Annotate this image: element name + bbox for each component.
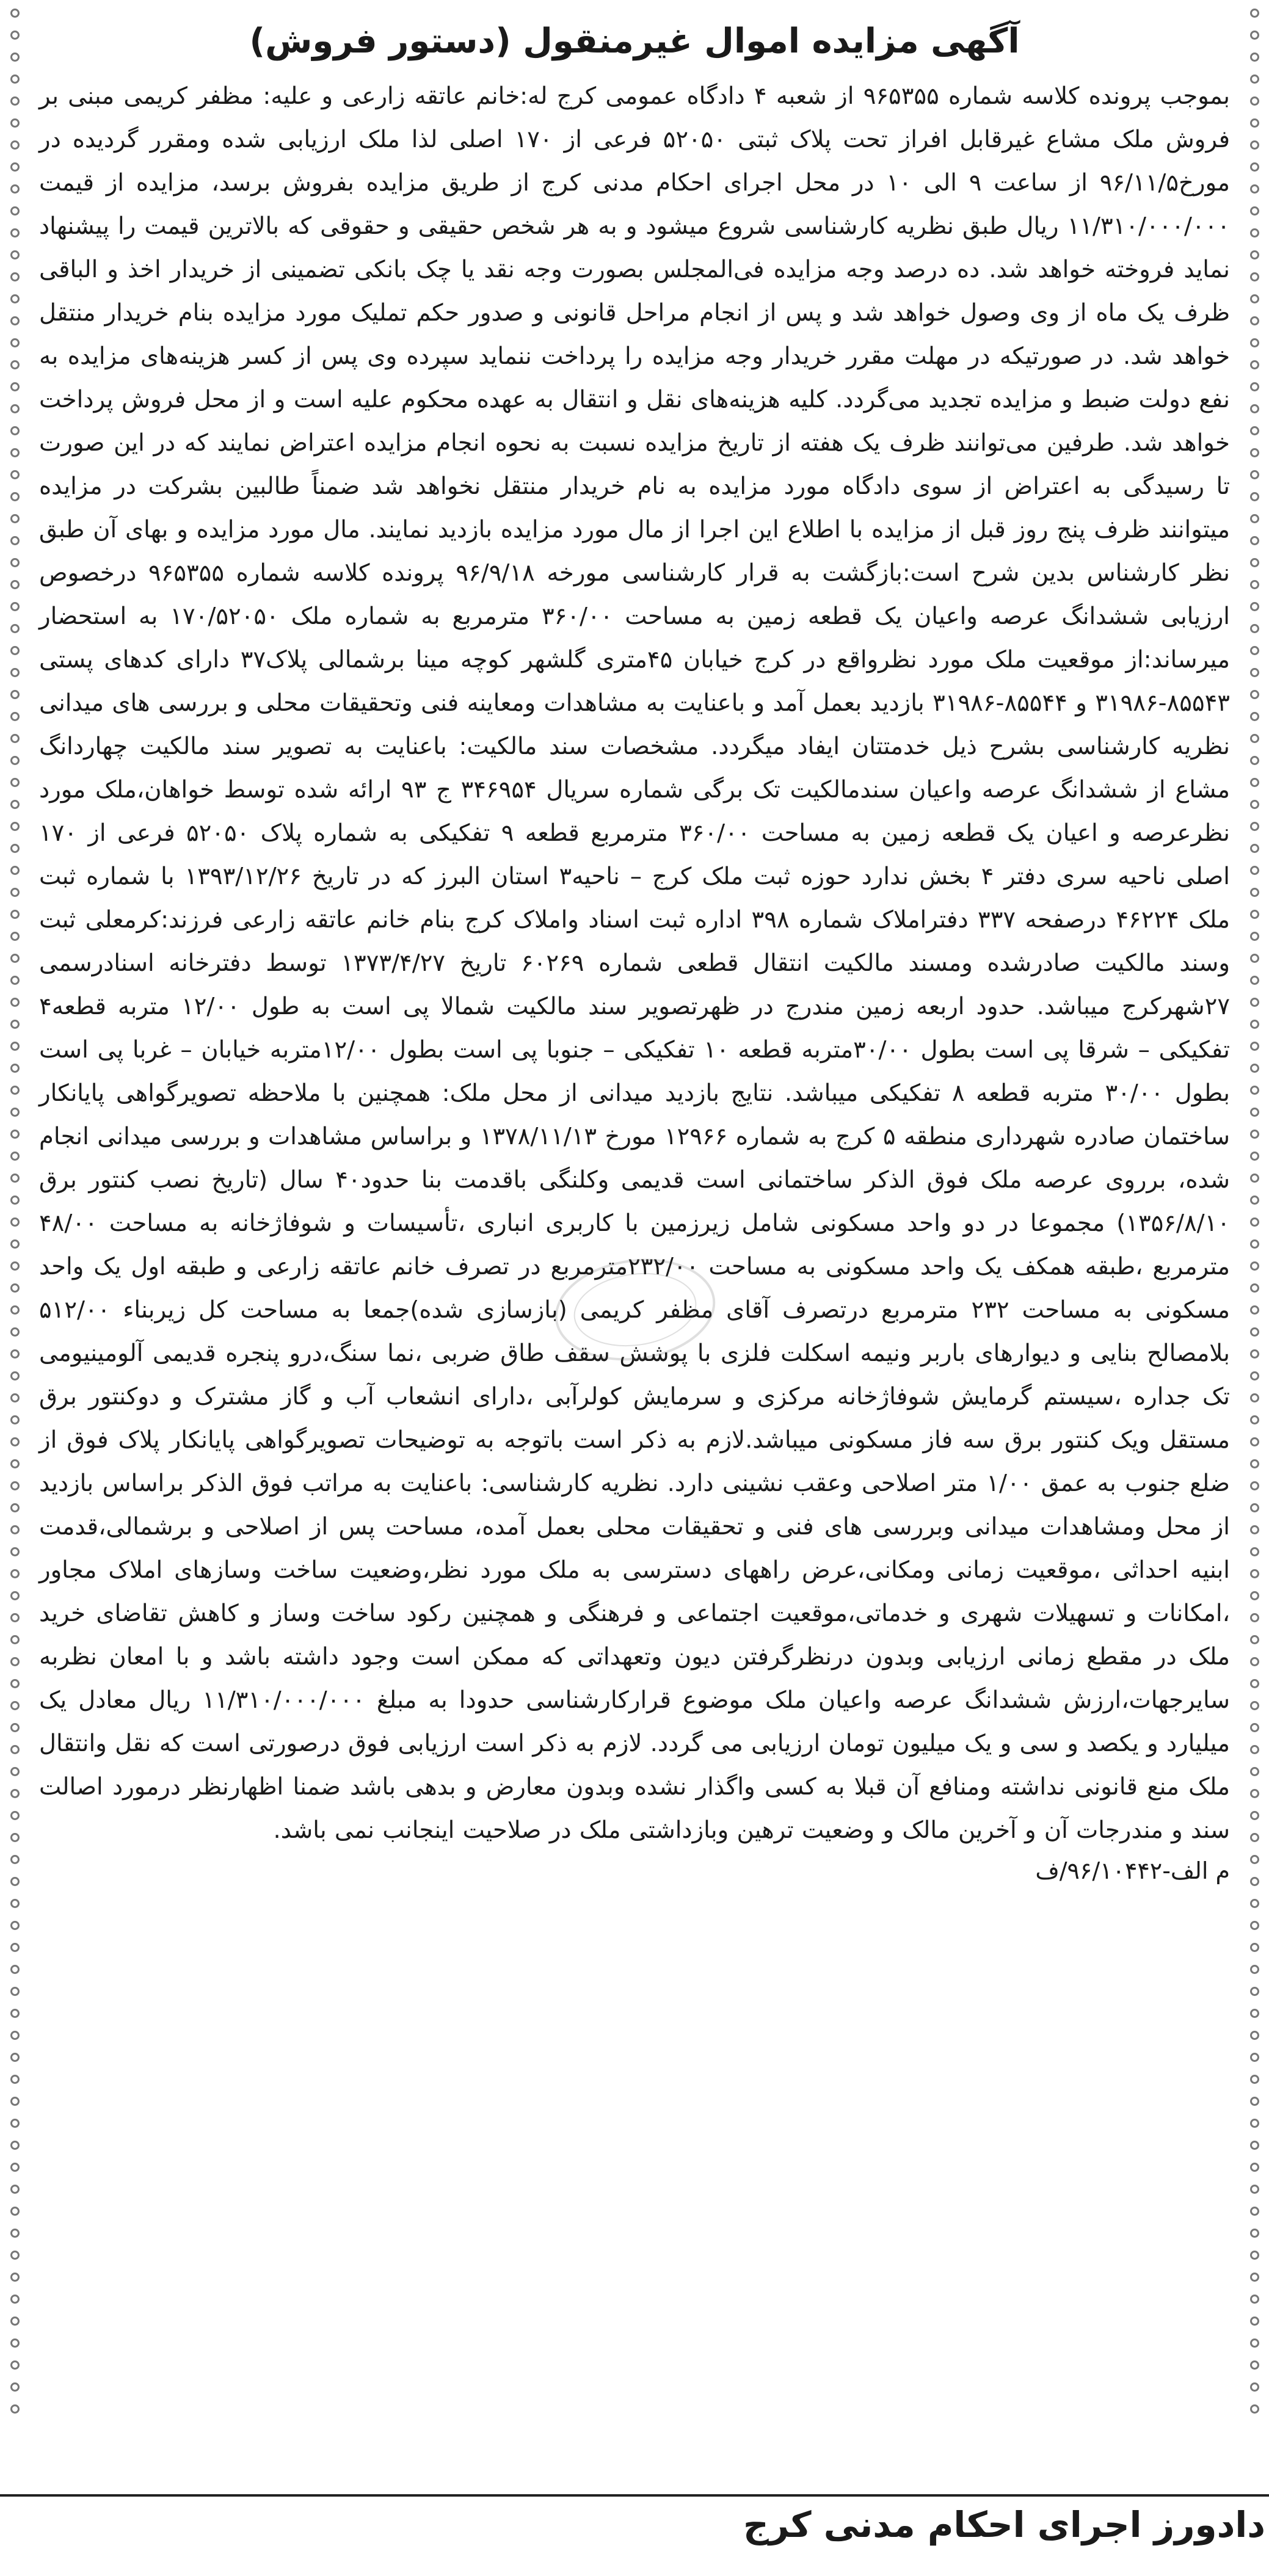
perforation-hole [1250,492,1259,501]
perforation-hole [1250,624,1259,633]
perforation-hole [1250,888,1259,897]
perforation-hole [1250,954,1259,963]
perforation-hole [10,316,20,325]
perforation-hole [10,2141,20,2150]
perforation-hole [10,1745,20,1754]
perforation-hole [10,712,20,721]
perforation-hole [10,998,20,1007]
perforation-hole [10,844,20,853]
perforation-hole [10,1679,20,1688]
notice-signature: دادورز اجرای احکام مدنی کرج [743,2504,1265,2545]
perforation-hole [1250,1415,1259,1424]
perforation-hole [10,602,20,611]
perforation-hole [1250,514,1259,523]
perforation-hole [1250,1943,1259,1952]
perforation-hole [1250,426,1259,435]
perforation-hole [10,162,20,172]
perforation-hole [1250,1877,1259,1886]
perforation-hole [10,492,20,501]
perforation-hole [10,1261,20,1271]
perforation-hole [1250,844,1259,853]
perforation-hole [10,2273,20,2282]
perforation-hole [1250,712,1259,721]
perforation-hole [1250,1393,1259,1402]
perforation-hole [1250,2382,1259,2392]
perforation-hole [10,1415,20,1424]
perforation-hole [10,2317,20,2326]
perforation-hole [10,1965,20,1974]
perforation-hole [10,1855,20,1864]
perforation-hole [10,822,20,831]
perforation-hole [10,1591,20,1600]
perforation-hole [1250,1767,1259,1776]
perforation-hole [10,1283,20,1293]
perforation-hole [1250,2360,1259,2370]
perforation-hole [1250,1108,1259,1117]
perforated-border-right [1242,0,1267,2576]
perforation-hole [1250,1701,1259,1710]
perforation-hole [1250,646,1259,655]
perforation-hole [1250,1855,1259,1864]
perforation-hole [1250,1921,1259,1930]
perforation-hole [10,404,20,413]
perforation-hole [1250,866,1259,875]
perforation-hole [10,932,20,941]
perforation-hole [10,2097,20,2106]
perforation-hole [1250,2229,1259,2238]
perforation-hole [1250,756,1259,765]
perforation-hole [10,2404,20,2414]
perforation-hole [10,338,20,347]
perforation-hole [1250,2053,1259,2062]
perforation-hole [1250,53,1259,62]
perforation-hole [10,756,20,765]
perforation-hole [1250,338,1259,347]
perforation-hole [1250,1657,1259,1666]
perforation-hole [1250,668,1259,677]
perforation-hole [10,1195,20,1205]
perforation-hole [1250,1833,1259,1842]
perforation-hole [1250,1195,1259,1205]
perforation-hole [1250,2338,1259,2348]
perforation-hole [10,558,20,567]
perforation-hole [1250,2317,1259,2326]
perforation-hole [1250,1152,1259,1161]
perforation-hole [1250,976,1259,985]
perforation-hole [1250,2404,1259,2414]
perforation-hole [10,1657,20,1666]
perforation-hole [1250,96,1259,106]
perforation-hole [1250,1042,1259,1051]
perforation-hole [1250,1481,1259,1490]
perforation-hole [10,580,20,589]
perforation-hole [1250,2075,1259,2084]
perforation-hole [10,1064,20,1073]
notice-title: آگهی مزایده اموال غیرمنقول (دستور فروش) [249,21,1020,61]
perforation-hole [1250,140,1259,150]
perforation-hole [1250,1723,1259,1732]
perforation-hole [10,2295,20,2304]
perforation-hole [10,1723,20,1732]
perforation-hole [1250,998,1259,1007]
perforation-hole [10,53,20,62]
perforation-hole [10,778,20,787]
perforation-hole [1250,2031,1259,2040]
perforation-hole [1250,1459,1259,1468]
perforation-hole [1250,558,1259,567]
perforation-hole [1250,932,1259,941]
perforation-hole [10,250,20,259]
perforation-hole [10,1569,20,1578]
perforation-hole [10,360,20,369]
perforation-hole [10,888,20,897]
notice-body: بموجب پرونده کلاسه شماره ۹۶۵۳۵۵ از شعبه ۴ دادگاه عمومی کرج له:خانم عاتقه زارعی و علیه: مظفر کریمی مبنی بر فروش ملک مشاع غیرقابل افراز تحت پلاک ثبتی ۵۲۰۵۰ فرعی از ۱۷۰ اصلی لذا ملک ارزیابی شده ومقرر گردیده در مورخ۹۶/۱۱/۵ از ساعت ۹ الی ۱۰ در محل اجرای احکام مدنی کرج از طریق مزایده بفروش برسد، مزایده از قیمت ۱۱/۳۱۰/۰۰۰/۰۰۰ ریال طبق نظریه کارشناسی شروع میشود و به هر شخص حقیقی و حقوقی که بالاترین قیمت را پیشنهاد نماید فروخته خواهد شد. ده درصد وجه مزایده فی‌المجلس بصورت وجه نقد یا چک بانکی تضمینی از خریدار اخذ و الباقی ظرف یک ماه از وی وصول خواهد شد و پس از انجام مراحل قانونی و صدور حکم تملیک مورد مزایده بنام خریدار منتقل خواهد شد. در صورتیکه در مهلت مقرر خریدار وجه مزایده را پرداخت ننماید سپرده وی پس از کسر هزینه‌های مزایده به نفع دولت ضبط و مزایده تجدید می‌گردد. کلیه هزینه‌های نقل و انتقال به عهده محکوم علیه است و از محل فروش پرداخت خواهد شد. طرفین می‌توانند ظرف یک هفته از تاریخ مزایده نسبت به نحوه انجام مزایده اعتراض نمایند که در این صورت تا رسیدگی به اعتراض از سوی دادگاه مورد مزایده به نام خریدار منتقل نخواهد شد ضمناً طالبین بشرکت در مزایده میتوانند ظرف پنج روز قبل از مزایده با اطلاع این اجرا از مال مورد مزایده بازدید نمایند. مال مورد مزایده و بهای آن طبق نظر کارشناس بدین شرح است:بازگشت به قرار کارشناسی مورخه ۹۶/۹/۱۸ پرونده کلاسه شماره ۹۶۵۳۵۵ درخصوص ارزیابی ششدانگ عرصه واعیان یک قطعه زمین به مساحت ۳۶۰/۰۰ مترمربع به شماره ملک ۱۷۰/۵۲۰۵۰ به استحضار میرساند:از موقعیت ملک مورد نظرواقع در کرج خیابان ۴۵متری گلشهر کوچه مینا برشمالی پلاک۳۷ دارای کدهای پستی ۸۵۵۴۳-۳۱۹۸۶ و ۸۵۵۴۴-۳۱۹۸۶ بازدید بعمل آمد و باعنایت به مشاهدات ومعاینه فنی وتحقیقات محلی و بررسی های میدانی نظریه کارشناسی بشرح ذیل خدمتتان ایفاد میگردد. مشخصات سند مالکیت: باعنایت به تصویر سند مالکیت چهاردانگ مشاع از ششدانگ عرصه واعیان سندمالکیت تک برگی شماره سریال ۳۴۶۹۵۴ ج ۹۳ ارائه شده توسط خواهان،ملک مورد نظرعرصه و اعیان یک قطعه زمین به مساحت ۳۶۰/۰۰ مترمربع قطعه ۹ تفکیکی به شماره پلاک ۵۲۰۵۰ فرعی از ۱۷۰ اصلی ناحیه سری دفتر ۴ بخش ندارد حوزه ثبت ملک کرج – ناحیه۳ استان البرز که در تاریخ ۱۳۹۳/۱۲/۲۶ با شماره ثبت ملک ۴۶۲۲۴ درصفحه ۳۳۷ دفتراملاک شماره ۳۹۸ اداره ثبت اسناد واملاک کرج بنام خانم عاتقه زارعی فرزند:کرمعلی ثبت وسند مالکیت صادرشده ومسند مالکیت انتقال قطعی شماره ۶۰۲۶۹ تاریخ ۱۳۷۳/۴/۲۷ توسط دفترخانه اسنادرسمی ۲۷شهرکرج میباشد. حدود اربعه زمین مندرج در ظهرتصویر سند مالکیت شمالا پی است به طول ۱۲/۰۰ متربه قطعه۴ تفکیکی – شرقا پی است بطول ۳۰/۰۰متربه قطعه ۱۰ تفکیکی – جنوبا پی است بطول ۱۲/۰۰متربه خیابان – غربا پی است بطول ۳۰/۰۰ متربه قطعه ۸ تفکیکی میباشد. نتایج بازدید میدانی از محل ملک: همچنین با ملاحظه تصویرگواهی پایانکار ساختمان صادره شهرداری منطقه ۵ کرج به شماره ۱۲۹۶۶ مورخ ۱۳۷۸/۱۱/۱۳ و براساس مشاهدات و بررسی میدانی انجام شده، برروی عرصه ملک فوق الذکر ساختمانی است قدیمی وکلنگی باقدمت بنا حدود۴۰ سال (تاریخ نصب کنتور برق ۱۳۵۶/۸/۱۰) مجموعا در دو واحد مسکونی شامل زیرزمین با کاربری انباری ،تأسیسات و شوفاژخانه به مساحت ۴۸/۰۰ مترمربع ،طبقه همکف یک واحد مسکونی به مساحت ۲۳۲/۰۰مترمربع در تصرف خانم عاتقه زارعی و طبقه اول یک واحد مسکونی به مساحت ۲۳۲ مترمربع درتصرف آقای مظفر کریمی (بازسازی شده)جمعا به مساحت کل زیربناء ۵۱۲/۰۰ بلامصالح بنایی و دیوارهای باربر ونیمه اسکلت فلزی با پوشش سقف طاق ضربی ،نما سنگ،درو پنجره قدیمی آلومینیومی تک جداره ،سیستم گرمایش شوفاژخانه مرکزی و سرمایش کولرآبی ،دارای انشعاب آب و گاز مشترک و دوکنتور برق مستقل ویک کنتور برق سه فاز مسکونی میباشد.لازم به ذکر است باتوجه به توضیحات تصویرگواهی پایانکار پلاک فوق از ضلع جنوب به عمق ۱/۰۰ متر اصلاحی وعقب نشینی دارد. نظریه کارشناسی: باعنایت به مراتب فوق الذکر براساس بازدید از محل ومشاهدات میدانی وبررسی های فنی و تحقیقات محلی بعمل آمده، مساحت پس از اصلاحی و برشمالی،قدمت ابنیه احداثی ،موقعیت زمانی ومکانی،عرض راههای دسترسی به ملک مورد نظر،وضعیت ساخت وسازهای املاک مجاور ،امکانات و تسهیلات شهری و خدماتی،موقعیت اجتماعی و فرهنگی و همچنین رکود ساخت وساز و کاهش تقاضای خرید ملک در مقطع زمانی ارزیابی وبدون درنظرگرفتن دیون وتعهداتی که ممکن است وجود داشته باشد و با امعان نظربه سایرجهات،ارزش ششدانگ عرصه واعیان ملک موضوع قرارکارشناسی حدودا به مبلغ ۱۱/۳۱۰/۰۰۰/۰۰۰ ریال معادل یک میلیارد و یکصد و سی و یک میلیون تومان ارزیابی می گردد. لازم به ذکر است ارزیابی فوق درصورتی است که نقل وانتقال ملک منع قانونی نداشته ومنافع آن قبلا به کسی واگذار نشده وبدون معارض و بدهی باشد ضمنا اظهارنظر درمورد اصالت سند و مندرجات آن و آخرین مالک و وضعیت ترهین وبازداشتی ملک در صلاحیت اینجانب نمی باشد. [39,82,1231,1844]
perforation-hole [10,1327,20,1337]
perforation-hole [1250,2295,1259,2304]
perforation-hole [1250,1745,1259,1754]
perforation-hole [1250,1283,1259,1293]
perforation-hole [10,1547,20,1556]
perforation-hole [1250,2119,1259,2128]
perforation-hole [1250,1613,1259,1622]
perforation-hole [10,1767,20,1776]
perforation-hole [10,2360,20,2370]
perforation-hole [1250,690,1259,699]
perforation-hole [1250,800,1259,809]
perforation-hole [1250,910,1259,919]
perforation-hole [1250,316,1259,325]
perforation-hole [10,2382,20,2392]
perforation-hole [10,734,20,743]
perforation-hole [10,2338,20,2348]
perforation-hole [10,1613,20,1622]
perforation-hole [1250,206,1259,216]
perforation-hole [1250,9,1259,18]
perforation-hole [10,1042,20,1051]
perforation-hole [10,1217,20,1227]
perforation-hole [10,954,20,963]
perforation-hole [10,1020,20,1029]
perforation-hole [1250,2009,1259,2018]
perforation-hole [1250,1525,1259,1534]
perforation-hole [1250,1591,1259,1600]
perforation-hole [10,1877,20,1886]
perforation-hole [1250,1086,1259,1095]
perforation-hole [1250,118,1259,128]
perforation-hole [10,1525,20,1534]
perforation-hole [1250,2163,1259,2172]
perforation-hole [1250,2185,1259,2194]
perforation-hole [10,1152,20,1161]
perforation-hole [1250,1965,1259,1974]
perforation-hole [1250,1305,1259,1315]
perforation-hole [1250,1635,1259,1644]
perforation-hole [10,2251,20,2260]
perforation-hole [10,2207,20,2216]
perforation-hole [1250,2273,1259,2282]
perforation-hole [10,1921,20,1930]
perforation-hole [10,1239,20,1249]
perforation-hole [10,1701,20,1710]
perforation-hole [10,866,20,875]
perforation-hole [1250,382,1259,391]
perforation-hole [1250,1811,1259,1820]
perforation-hole [10,294,20,303]
perforation-hole [1250,1789,1259,1798]
perforation-hole [10,2229,20,2238]
perforation-hole [10,1833,20,1842]
perforation-hole [10,2163,20,2172]
perforation-hole [10,272,20,281]
perforation-hole [10,1459,20,1468]
perforation-hole [10,646,20,655]
perforation-hole [1250,1217,1259,1227]
perforation-hole [1250,74,1259,84]
perforation-hole [1250,602,1259,611]
perforation-hole [1250,162,1259,172]
perforation-hole [1250,1547,1259,1556]
perforation-hole [1250,184,1259,194]
perforation-hole [10,74,20,84]
perforation-hole [1250,1064,1259,1073]
perforation-hole [10,184,20,194]
perforated-border-left [2,0,27,2576]
perforation-hole [10,1987,20,1996]
perforation-hole [1250,272,1259,281]
perforation-hole [1250,580,1259,589]
perforation-hole [10,910,20,919]
perforation-hole [10,426,20,435]
perforation-hole [1250,2097,1259,2106]
perforation-hole [10,118,20,128]
perforation-hole [1250,1239,1259,1249]
perforation-hole [10,2053,20,2062]
perforation-hole [1250,448,1259,457]
perforation-hole [1250,1899,1259,1908]
perforation-hole [10,690,20,699]
perforation-hole [10,2031,20,2040]
perforation-hole [10,624,20,633]
perforation-hole [1250,822,1259,831]
perforation-hole [1250,1130,1259,1139]
perforation-hole [1250,1569,1259,1578]
perforation-hole [1250,1327,1259,1337]
perforation-hole [1250,2251,1259,2260]
perforation-hole [10,2009,20,2018]
perforation-hole [10,668,20,677]
perforation-hole [1250,1371,1259,1381]
perforation-hole [10,1943,20,1952]
perforation-hole [10,1635,20,1644]
perforation-hole [10,31,20,40]
perforation-hole [10,1393,20,1402]
perforation-hole [10,140,20,150]
perforation-hole [1250,1174,1259,1183]
perforation-hole [10,228,20,238]
perforation-hole [10,206,20,216]
perforation-hole [10,976,20,985]
perforation-hole [10,2075,20,2084]
perforation-hole [10,2185,20,2194]
perforation-hole [1250,294,1259,303]
perforation-hole [10,96,20,106]
perforation-hole [10,1130,20,1139]
perforation-hole [1250,2141,1259,2150]
perforation-hole [10,1811,20,1820]
perforation-hole [1250,2207,1259,2216]
perforation-hole [1250,228,1259,238]
perforation-hole [1250,1349,1259,1359]
perforation-hole [10,800,20,809]
perforation-hole [10,1481,20,1490]
perforation-hole [10,9,20,18]
perforation-hole [1250,734,1259,743]
perforation-hole [1250,250,1259,259]
perforation-hole [10,2119,20,2128]
notice-reference-number: م الف-۹۶/۱۰۴۴۲/ف [1035,1857,1230,1884]
perforation-hole [10,1371,20,1381]
perforation-hole [1250,1679,1259,1688]
perforation-hole [1250,1503,1259,1512]
perforation-hole [10,448,20,457]
perforation-hole [10,1349,20,1359]
perforation-hole [1250,470,1259,479]
perforation-hole [1250,360,1259,369]
perforation-hole [10,382,20,391]
perforation-hole [10,536,20,545]
perforation-hole [10,1789,20,1798]
perforation-hole [1250,778,1259,787]
perforation-hole [1250,1987,1259,1996]
perforation-hole [1250,1261,1259,1271]
perforation-hole [1250,536,1259,545]
perforation-hole [10,1437,20,1446]
perforation-hole [10,1899,20,1908]
perforation-hole [1250,1437,1259,1446]
perforation-hole [10,1305,20,1315]
perforation-hole [10,1086,20,1095]
perforation-hole [10,1108,20,1117]
signature-divider [0,2494,1269,2497]
perforation-hole [10,470,20,479]
perforation-hole [10,514,20,523]
perforation-hole [10,1503,20,1512]
perforation-hole [1250,1020,1259,1029]
perforation-hole [1250,31,1259,40]
perforation-hole [1250,404,1259,413]
perforation-hole [10,1174,20,1183]
